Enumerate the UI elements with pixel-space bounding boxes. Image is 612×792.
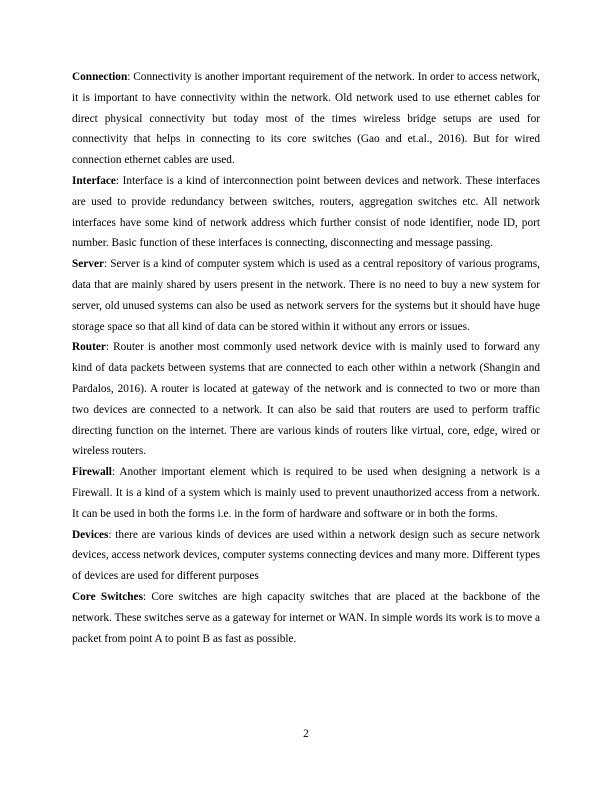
paragraph-text: : Connectivity is another important requirement of the network. In order to access network, it is important to have connectivity within the network. Old network used to use ethernet cables for direct physical connectivity but today most of the times wireless bridge setups are used for connectivity that helps in connecting to its core switches (Gao and et.al., 2016). But for wired connection ethernet cables are used. xyxy=(72,71,540,167)
paragraph-devices xyxy=(72,525,540,587)
paragraph-text: : Router is another most commonly used network device with is mainly used to forward any kind of data packets between systems that are connected to each other within a network (Shangin and Pardalos, 2016). A router is located at gateway of the network and is connected to two or more than two devices are connected to a network. It can also be said that routers are used to perform traffic directing function on the internet. There are various kinds of routers like virtual, core, edge, wired or wireless routers. xyxy=(72,341,540,458)
term-devices: Devices xyxy=(72,528,109,541)
paragraph-text: : Interface is a kind of interconnection point between devices and network. These interfaces are used to provide redundancy between switches, routers, aggregation switches etc. All network interfaces have some kind of network address which further consist of node identifier, node ID, port number. Basic function of these interfaces is connecting, disconnecting and message passing. xyxy=(72,174,540,250)
document-body xyxy=(72,67,540,649)
paragraph-text: : there are various kinds of devices are used within a network design such as secure network devices, access network devices, computer systems connecting devices and many more. Different types of devices are used for different purposes xyxy=(72,528,540,583)
term-interface: Interface xyxy=(72,174,116,187)
paragraph-text: : Core switches are high capacity switches that are placed at the backbone of the network. These switches serve as a gateway for internet or WAN. In simple words its work is to move a packet from point A to point B as fast as possible. xyxy=(72,590,540,645)
paragraph-core-switches xyxy=(72,587,540,649)
page-number: 2 xyxy=(303,728,309,740)
term-connection: Connection xyxy=(72,71,128,83)
paragraph-interface xyxy=(72,171,540,254)
paragraph-text: : Server is a kind of computer system which is used as a central repository of various programs, data that are mainly shared by users present in the network. There is no need to buy a new system for server, old unused systems can also be used as network servers for the systems but it should have huge storage space so that all kind of data can be stored within it without any errors or issues. xyxy=(72,258,540,333)
paragraph-router xyxy=(72,337,540,462)
paragraph-firewall xyxy=(72,462,540,524)
paragraph-text: : Another important element which is required to be used when designing a network is a Firewall. It is a kind of a system which is mainly used to prevent unauthorized access from a network. It can be used in both the forms i.e. in the form of hardware and software or in both the forms. xyxy=(72,466,540,520)
paragraph-connection xyxy=(72,67,540,171)
term-router: Router xyxy=(72,341,106,354)
term-core-switches: Core Switches xyxy=(72,590,143,603)
term-server: Server xyxy=(72,258,104,271)
paragraph-server xyxy=(72,254,540,337)
term-firewall: Firewall xyxy=(72,466,112,479)
